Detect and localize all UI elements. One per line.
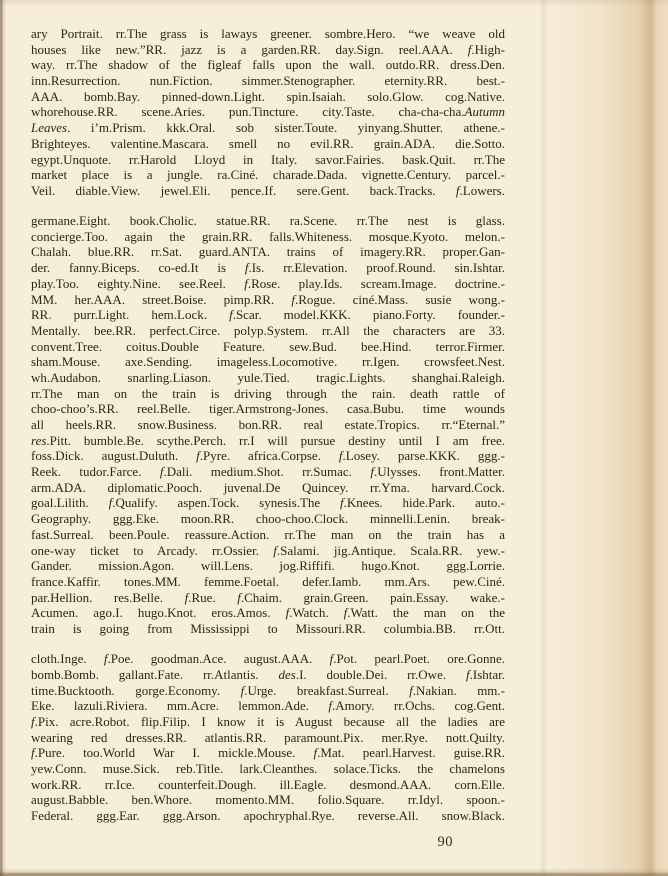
text-line: par.Hellion. res.Belle. f.Rue. f.Chaim. grain.Green. pain.Essay. wake.- — [31, 589, 505, 605]
paragraph — [31, 213, 505, 637]
text-line: work.RR. rr.Ice. counterfeit.Dough. ill.Eagle. desmond.AAA. corn.Elle. — [31, 776, 505, 792]
text-line: cloth.Inge. f.Poe. goodman.Ace. august.AAA. f.Pot. pearl.Poet. ore.Gonne. — [31, 651, 505, 667]
text-line: choo-choo’s.RR. reel.Belle. tiger.Armstrong-Jones. casa.Bubu. time wounds — [31, 401, 505, 417]
paragraph — [31, 26, 505, 199]
text-line: res.Pitt. bumble.Be. scythe.Perch. rr.I will pursue destiny until I am free. — [31, 432, 505, 448]
text-line: Federal. ggg.Ear. ggg.Arson. apochryphal.Rye. reverse.All. snow.Black. — [31, 808, 505, 823]
text-line: goal.Lilith. f.Qualify. aspen.Tock. synesis.The f.Knees. hide.Park. auto.- — [31, 495, 505, 511]
text-line: Gander. mission.Agon. will.Lens. jog.Riffifi. hugo.Knot. ggg.Lorrie. — [31, 558, 505, 574]
text-line: Eke. lazuli.Riviera. mm.Acre. lemmon.Ade. f.Amory. rr.Ochs. cog.Gent. — [31, 698, 505, 714]
text-line: wh.Audabon. snarling.Liason. yule.Tied. tragic.Lights. shanghai.Raleigh. — [31, 369, 505, 385]
text-line: inn.Resurrection. nun.Fiction. simmer.Stenographer. eternity.RR. best.- — [31, 73, 505, 89]
text-line: f.Pix. acre.Robot. flip.Filip. I know it is August because all the ladies are — [31, 713, 505, 729]
text-line: whorehouse.RR. scene.Aries. pun.Tincture. city.Taste. cha-cha-cha.Autumn — [31, 104, 505, 120]
text-line: arm.ADA. diplomatic.Pooch. juvenal.De Quincey. rr.Yma. harvard.Cock. — [31, 479, 505, 495]
text-line: Veil. diable.View. jewel.Eli. pence.If. sere.Gent. back.Tracks. f.Lowers. — [31, 182, 505, 198]
text-line: Brighteyes. valentine.Mascara. smell no evil.RR. grain.ADA. die.Sotto. — [31, 135, 505, 151]
text-line: train is going from Mississippi to Missouri.RR. columbia.BB. rr.Ott. — [31, 620, 505, 636]
text-line: f.Pure. too.World War I. mickle.Mouse. f.Mat. pearl.Harvest. guise.RR. — [31, 745, 505, 761]
text-line: august.Babble. ben.Whore. momento.MM. folio.Square. rr.Idyl. spoon.- — [31, 792, 505, 808]
text-line: Leaves. i’m.Prism. kkk.Oral. sob sister.Toute. yinyang.Shutter. athene.- — [31, 120, 505, 136]
text-line: germane.Eight. book.Cholic. statue.RR. ra.Scene. rr.The nest is glass. — [31, 213, 505, 229]
text-line: MM. her.AAA. street.Boise. pimp.RR. f.Rogue. ciné.Mass. susie wong.- — [31, 291, 505, 307]
text-line: bomb.Bomb. gallant.Fate. rr.Atlantis. des.I. double.Dei. rr.Owe. f.Ishtar. — [31, 666, 505, 682]
text-line: concierge.Too. again the grain.RR. falls.Whiteness. mosque.Kyoto. melon.- — [31, 228, 505, 244]
text-line: time.Bucktooth. gorge.Economy. f.Urge. breakfast.Surreal. f.Nakian. mm.- — [31, 682, 505, 698]
text-line: Acumen. ago.I. hugo.Knot. eros.Amos. f.Watch. f.Watt. the man on the — [31, 605, 505, 621]
text-line: all heels.RR. snow.Business. bon.RR. real estate.Tropics. rr.“Eternal.” — [31, 417, 505, 432]
text-line: ary Portrait. rr.The grass is laways greener. sombre.Hero. “we weave old — [31, 26, 505, 41]
text-line: Geography. ggg.Eke. moon.RR. choo-choo.Clock. minnelli.Lenin. break- — [31, 511, 505, 527]
text-line: foss.Dick. august.Duluth. f.Pyre. africa.Corpse. f.Losey. parse.KKK. ggg.- — [31, 448, 505, 464]
text-line: Mentally. bee.RR. perfect.Circe. polyp.System. rr.All the characters are 33. — [31, 322, 505, 338]
text-line: fast.Surreal. been.Poule. reassure.Action. rr.The man on the train has a — [31, 526, 505, 542]
text-line: france.Kaffir. tones.MM. femme.Foetal. defer.Iamb. mm.Ars. pew.Ciné. — [31, 573, 505, 589]
text-line: houses like new.”RR. jazz is a garden.RR. day.Sign. reel.AAA. f.High- — [31, 41, 505, 57]
text-line: rr.The man on the train is driving through the rain. death rattle of — [31, 385, 505, 401]
text-line: RR. purr.Light. hem.Lock. f.Scar. model.KKK. piano.Forty. founder.- — [31, 307, 505, 323]
page-text — [31, 26, 505, 824]
text-line: market place is a jungle. ra.Ciné. charade.Dada. vignette.Century. parcel.- — [31, 167, 505, 183]
text-line: play.Too. eighty.Nine. see.Reel. f.Rose. play.Ids. scream.Image. doctrine.- — [31, 275, 505, 291]
text-line: yew.Conn. muse.Sick. reb.Title. lark.Cleanthes. solace.Ticks. the chamelons — [31, 760, 505, 776]
text-line: one-way ticket to Arcady. rr.Ossier. f.Salami. jig.Antique. Scala.RR. yew.- — [31, 542, 505, 558]
text-line: der. fanny.Biceps. co-ed.It is f.Is. rr.Elevation. proof.Round. sin.Ishtar. — [31, 260, 505, 276]
text-line: egypt.Unquote. rr.Harold Lloyd in Italy. savor.Fairies. bask.Quit. rr.The — [31, 151, 505, 167]
text-line: Reek. tudor.Farce. f.Dali. medium.Shot. rr.Sumac. f.Ulysses. front.Matter. — [31, 464, 505, 480]
paragraph — [31, 651, 505, 824]
text-line: AAA. bomb.Bay. pinned-down.Light. spin.Isaiah. solo.Glow. cog.Native. — [31, 88, 505, 104]
text-line: way. rr.The shadow of the figleaf falls upon the wall. outdo.RR. dress.Den. — [31, 57, 505, 73]
text-line: Chalah. blue.RR. rr.Sat. guard.ANTA. trains of imagery.RR. proper.Gan- — [31, 244, 505, 260]
text-line: convent.Tree. coitus.Double Feature. sew.Bud. bee.Hind. terror.Firmer. — [31, 338, 505, 354]
page-number: 90 — [437, 834, 453, 850]
text-line: wearing red dresses.RR. atlantis.RR. paramount.Pix. mer.Rye. nott.Quilty. — [31, 729, 505, 745]
text-line: sham.Mouse. axe.Sending. imageless.Locomotive. rr.Igen. crowsfeet.Nest. — [31, 354, 505, 370]
